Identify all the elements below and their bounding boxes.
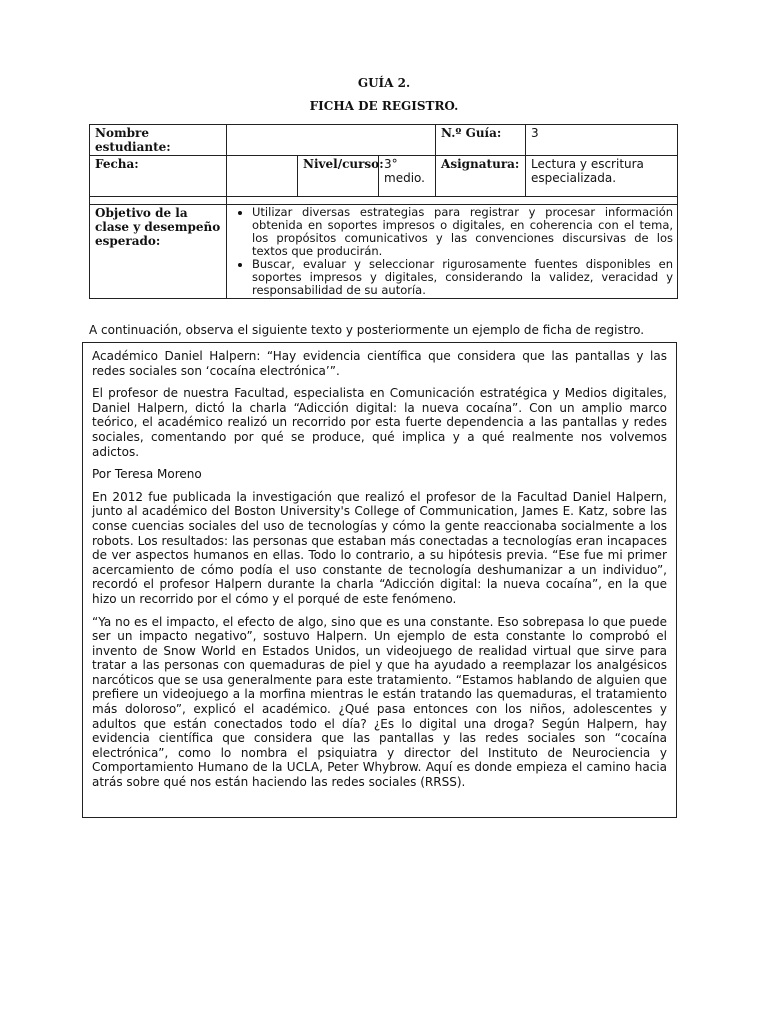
guide-number-value: 3 (526, 125, 678, 156)
student-name-label: Nombre estudiante: (90, 125, 227, 156)
student-name-value (227, 125, 436, 156)
form-title: FICHA DE REGISTRO. (309, 99, 459, 113)
objective-item: • Buscar, evaluar y seleccionar rigurosamente fuentes disponibles en soportes impresos y digitales, considerando la validez, veracidad y responsabilidad de su autoría. (252, 258, 673, 297)
subject-label: Asignatura: (436, 156, 526, 197)
form-row-objective (90, 205, 678, 299)
article-paragraph: “Ya no es el impacto, el efecto de algo, sino que es una constante. Eso sobrepasa lo que puede ser un impacto negativo”, sostuvo Halpern. Un ejemplo de esta constante lo comprobó el invento de Snow World en Estados Unidos, un videojuego de realidad virtual que sirve para tratar a las personas con quemaduras de piel y que ha ayudado a reemplazar los analgésicos narcóticos que se usa generalmente para este tratamiento. “Estamos hablando de alguien que prefiere un videojuego a la morfina mientras le están tratando las quemaduras, el tratamiento más doloroso”, explicó el académico. ¿Qué pasa entonces con los niños, adolescentes y adultos que están conectados todo el día? ¿Es lo digital una droga? Según Halpern, hay evidencia científica que considera que las pantallas y las redes sociales son “cocaína electrónica”, como lo nombra el psiquiatra y director del Instituto de Neurociencia y Comportamiento Humano de la UCLA, Peter Whybrow. Aquí es donde empieza el camino hacia atrás sobre qué nos están haciendo las redes sociales (RRSS). (92, 614, 667, 790)
form-row-date (90, 156, 678, 197)
guide-title: GUÍA 2. (357, 76, 411, 90)
article-paragraph: En 2012 fue publicada la investigación que realizó el profesor de la Facultad Daniel Halpern, junto al académico del Boston University's College of Communication, James E. Katz, sobre las conse cuencias sociales del uso de tecnologías y cómo la gente reaccionaba socialmente a los robots. Los resultados: las personas que estaban más conectadas a tecnologías eran incapaces de ver aspectos humanos en ellas. Todo lo contrario, a su hipótesis previa. “Ese fue mi primer acercamiento de cómo podía el uso constante de tecnología deshumanizar a un individuo”, recordó el profesor Halpern durante la charla “Adicción digital: la nueva cocaína”, en la que hizo un recorrido por el cómo y el porqué de este fenómeno. (92, 489, 667, 606)
date-label: Fecha: (90, 156, 227, 197)
subject-value: Lectura y escritura especializada. (526, 156, 678, 197)
article-byline: Por Teresa Moreno (92, 467, 202, 482)
form-gap-row (90, 197, 678, 205)
intro-text: A continuación, observa el siguiente texto y posteriormente un ejemplo de ficha de registro. (89, 323, 645, 337)
objective-label: Objetivo de la clase y desempeño esperado: (90, 205, 227, 299)
registration-form-table (89, 124, 678, 299)
article-paragraph: El profesor de nuestra Facultad, especialista en Comunicación estratégica y Medios digitales, Daniel Halpern, dictó la charla “Adicción digital: la nueva cocaína”. Con un amplio marco teórico, el académico realizó un recorrido por esta fuerte dependencia a las pantallas y redes sociales, comentando por qué se produce, qué implica y a qué realmente nos volvemos adictos. (92, 386, 667, 459)
level-value: 3° medio. (379, 156, 436, 197)
date-value (227, 156, 298, 197)
form-row-student (90, 125, 678, 156)
article-headline: Académico Daniel Halpern: “Hay evidencia científica que considera que las pantallas y las redes sociales son ‘cocaína electrónica’”. (92, 349, 667, 378)
objective-item: • Utilizar diversas estrategias para registrar y procesar información obtenida en soportes impresos o digitales, en coherencia con el tema, los propósitos comunicativos y las convenciones discursivas de los textos que producirán. (252, 206, 673, 258)
level-label: Nivel/curso: (298, 156, 379, 197)
objectives-list (232, 206, 673, 297)
article-box (82, 342, 677, 818)
guide-number-label: N.º Guía: (436, 125, 526, 156)
